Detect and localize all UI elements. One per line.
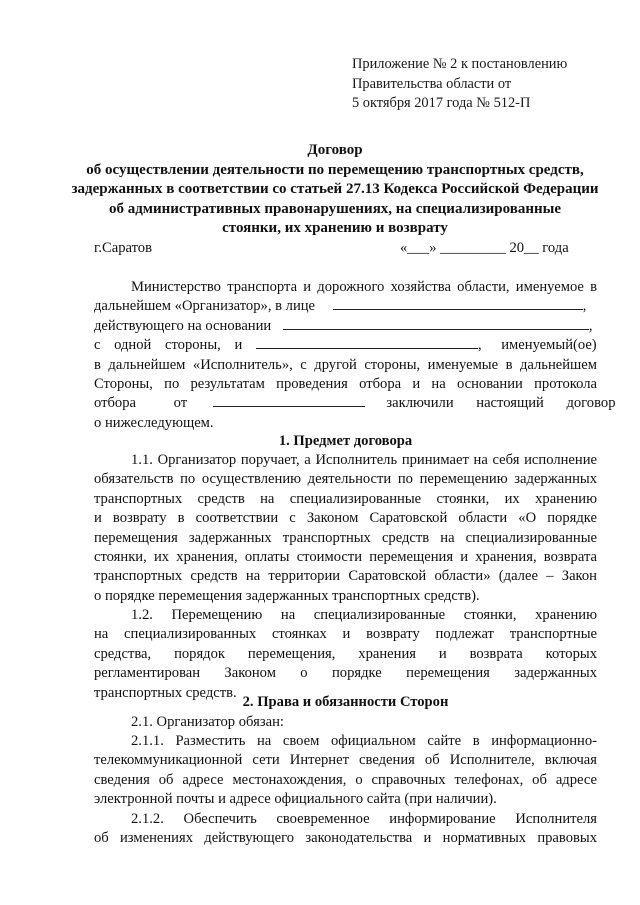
clause-2-1-1 [94,732,597,810]
clause-line: электронной почты и адресе официального сайта (при наличии). [94,791,497,808]
preamble-line: в дальнейшем «Исполнитель», с другой стороны, именуемые в дальнейшем [94,356,597,373]
place-date-line [94,238,604,258]
preamble-line: Министерство транспорта и дорожного хозяйства области, именуемое в [131,279,597,295]
clause-1-1 [94,451,597,606]
preamble-line: действующего на основании , [94,317,593,334]
city: г.Саратов [94,240,152,256]
appendix-note [352,55,567,114]
clause-line: регламентирован Законом о порядке перемещения задержанных [94,665,597,682]
blank-field [213,394,365,407]
clause-line: 1.2. Перемещению на специализированные стоянки, хранению [131,607,597,623]
clause-line: перемещения задержанных транспортных средств на специализированные [94,529,597,546]
clause-line: 1.1. Организатор поручает, а Исполнитель принимает на себя исполнение [131,452,597,468]
contract-title [70,141,600,239]
preamble-line: Стороны, по результатам проведения отбора и на основании протокола [94,376,597,393]
title-line: об осуществлении деятельности по перемещению транспортных средств, [86,161,584,178]
clause-line: транспортных средств на специализированные стоянки, их хранению [94,490,597,507]
clause-line: транспортных средств на территории Саратовской области» (далее – Закон [94,568,597,585]
clause-line: на специализированных стоянках и возврату подлежат транспортные [94,626,597,643]
title-line: об административных правонарушениях, на специализированные [108,200,562,217]
blank-field [333,297,583,310]
preamble-text: дальнейшем «Организатор», в лице [94,298,316,315]
clause-2-1-2 [94,810,597,849]
appendix-line: Приложение № 2 к постановлению [352,56,568,72]
preamble-text: отбора от [94,395,188,412]
title-line: задержанных в соответствии со статьей 27.13 Кодекса Российской Федерации [71,181,599,198]
blank-field [283,317,589,330]
clause-1-2 [94,606,597,703]
preamble-text: действующего на основании [94,317,272,334]
blank-field [256,336,478,349]
preamble-text: заключили настоящий договор [386,395,616,412]
clause-line: телекоммуникационной сети Интернет сведения об Исполнителе, включая [94,752,597,769]
clause-line: и возврату в соответствии с Законом Саратовской области «О порядке [94,510,597,527]
preamble-line [94,336,597,355]
clause-line: транспортных средств. [94,684,237,701]
clause-line: обязательств по осуществлению деятельности по перемещению задержанных [94,471,597,488]
clause-line: средства, порядок перемещения, хранения и возврата которых [94,645,597,662]
clause-line: 2.1.2. Обеспечить своевременное информирование Исполнителя [131,811,597,827]
appendix-line: Правительства области от [352,75,512,92]
clause-line: об изменениях действующего законодательства и нормативных правовых [94,830,597,847]
title-line: стоянки, их хранению и возврату [222,220,448,237]
clause-line: 2.1.1. Разместить на своем официальном сайте в информационно- [131,733,597,749]
preamble-text: , именуемый(ое) [477,337,597,354]
section-heading: 1. Предмет договора [278,433,413,449]
title-line: Договор [307,142,363,158]
appendix-line: 5 октября 2017 года № 512-П [352,95,531,111]
preamble [94,278,616,433]
contract-date: «___» _________ 20__ года [400,240,569,256]
preamble-line: дальнейшем «Организатор», в лице , [94,298,587,315]
clause-line: сведения об адресе местонахождения, о справочных телефонах, об адресе [94,771,597,788]
clause-2-1 [94,713,597,732]
clause-line: 2.1. Организатор обязан: [131,714,284,730]
preamble-line [94,394,616,413]
preamble-line: о нижеследующем. [94,414,214,431]
section-heading: 2. Права и обязанности Сторон [242,694,449,710]
clause-line: о порядке перемещения задержанных транспортных средств). [94,587,480,604]
clause-line: стоянки, их хранения, оплаты стоимости перемещения и хранения, возврата [94,549,597,566]
preamble-text: с одной стороны, и [94,337,243,354]
